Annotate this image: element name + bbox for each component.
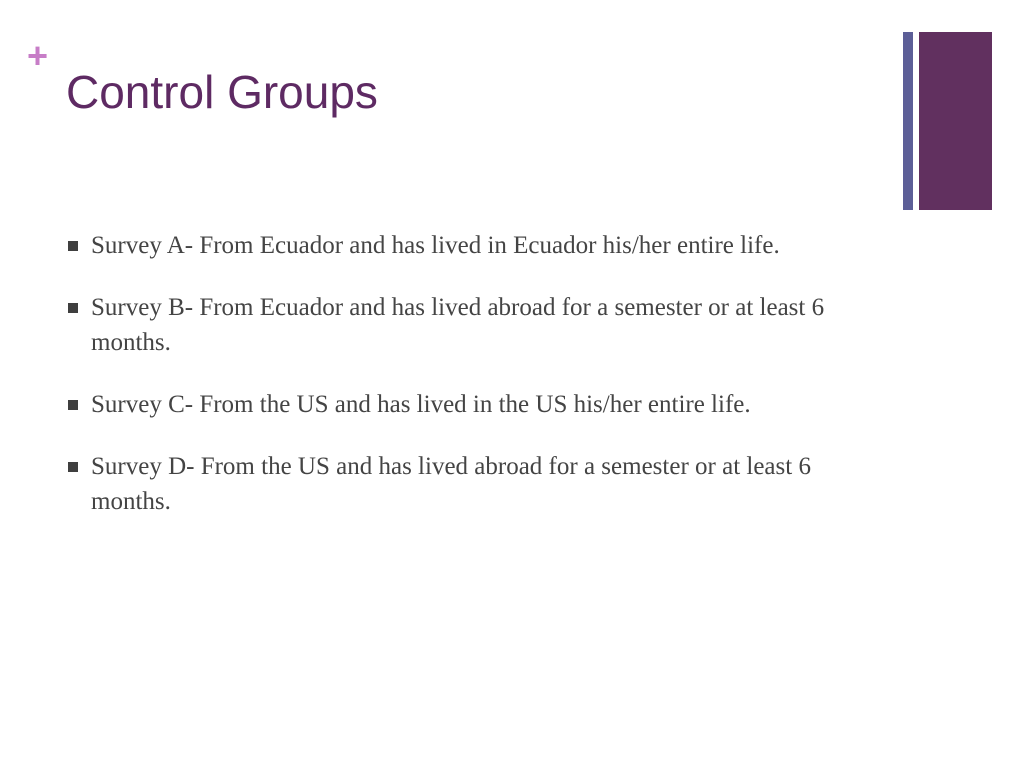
square-bullet-icon xyxy=(68,241,78,251)
square-bullet-icon xyxy=(68,303,78,313)
square-bullet-icon xyxy=(68,462,78,472)
plus-icon: + xyxy=(27,35,49,76)
bullet-item-survey-d xyxy=(66,449,896,519)
square-bullet-icon xyxy=(68,400,78,410)
slide-title: Control Groups xyxy=(66,66,378,118)
accent-bar-thick xyxy=(919,32,992,210)
accent-bar-thin xyxy=(903,32,913,210)
bullet-item-survey-b xyxy=(66,290,896,360)
bullet-text: Survey B- From Ecuador and has lived abroad for a semester or at least 6 months. xyxy=(91,294,825,356)
bullet-text: Survey D- From the US and has lived abroad for a semester or at least 6 months. xyxy=(91,453,811,515)
bullet-item-survey-c xyxy=(66,387,896,422)
bullet-text: Survey C- From the US and has lived in the US his/her entire life. xyxy=(91,391,751,418)
bullet-list xyxy=(66,228,896,546)
bullet-text: Survey A- From Ecuador and has lived in Ecuador his/her entire life. xyxy=(91,232,780,259)
bullet-item-survey-a xyxy=(66,228,896,263)
